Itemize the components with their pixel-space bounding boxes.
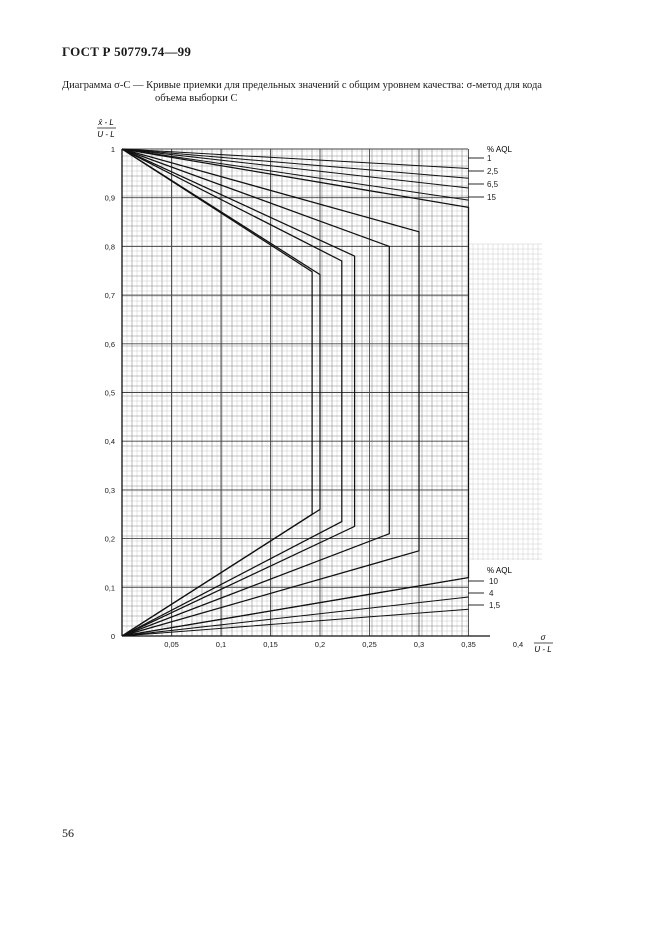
- y-tick-label: 0,6: [104, 339, 115, 349]
- page-number: 56: [62, 826, 74, 840]
- caption-line-1: Диаграмма σ-С — Кривые приемки для предельных значений с общим уровнем качества: σ-метод для кода: [62, 80, 542, 91]
- legend-top-title: % AQL: [487, 145, 512, 154]
- y-tick-label: 0: [110, 632, 115, 641]
- y-tick-label: 0,5: [104, 388, 115, 398]
- legend-label-bottom: 1,5: [489, 601, 501, 610]
- x-tick-label: 0,35: [461, 640, 476, 649]
- y-tick-label: 0,7: [104, 291, 115, 301]
- legend-label-top: 1: [487, 154, 492, 163]
- document-header: ГОСТ Р 50779.74—99: [62, 44, 192, 59]
- legend-label-top: 15: [487, 193, 496, 202]
- x-tick-label: 0,1: [215, 640, 227, 649]
- grid: [122, 149, 542, 636]
- x-tick-label: 0,15: [263, 640, 278, 649]
- x-tick-label: 0,05: [164, 640, 179, 649]
- legend-label-bottom: 10: [489, 577, 498, 586]
- y-tick-label: 0,4: [104, 437, 115, 447]
- y-tick-label: 0,9: [104, 193, 115, 203]
- y-tick-label: 0,2: [104, 534, 115, 544]
- x-tick-label: 0,2: [314, 640, 326, 649]
- legend-label-bottom: 4: [489, 589, 494, 598]
- y-axis-label-denominator: U - L: [97, 130, 115, 139]
- legend-bottom-title: % AQL: [487, 566, 512, 575]
- y-tick-label: 1: [110, 145, 115, 154]
- fan-line-upper: [122, 149, 469, 200]
- legend-label-top: 2,5: [487, 167, 499, 176]
- y-tick-label: 0,1: [104, 583, 115, 593]
- x-tick-label: 0,3: [413, 640, 425, 649]
- x-tick-label: 0,4: [512, 640, 524, 649]
- x-axis-label-numerator: σ: [540, 633, 546, 642]
- y-tick-label: 0,3: [104, 485, 115, 495]
- x-tick-label: 0,25: [362, 640, 377, 649]
- x-axis-label-denominator: U - L: [534, 645, 552, 654]
- caption-line-2: объема выборки С: [155, 93, 238, 104]
- y-axis-label-numerator: x̄ - L: [98, 118, 114, 127]
- fan-line-lower: [122, 609, 469, 636]
- fan-line-upper: [122, 149, 469, 168]
- y-tick-label: 0,8: [104, 242, 115, 252]
- legend-label-top: 6,5: [487, 180, 499, 189]
